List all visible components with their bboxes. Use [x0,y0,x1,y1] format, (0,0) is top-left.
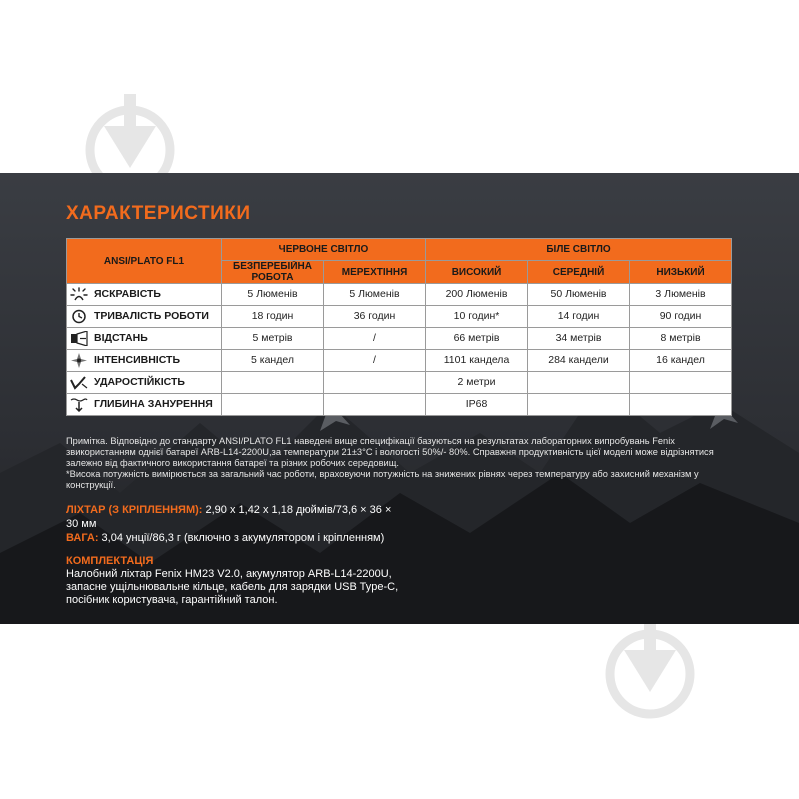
table-cell [528,372,630,394]
table-row [67,372,732,394]
table-row [67,284,732,306]
table-cell [630,372,732,394]
mode-header: МЕРЕХТІННЯ [324,261,426,284]
table-cell: / [324,328,426,350]
table-cell [324,394,426,416]
package-text: Налобний ліхтар Fenix HM23 V2.0, акумулятор ARB-L14-2200U, запасне ущільнювальне кільце, кабель для зарядки USB Type-C, посібник користувача, гарантійний талон. [66,568,399,606]
table-corner: ANSI/PLATO FL1 [67,239,222,284]
impact-icon [70,375,88,390]
footnote: Примітка. Відповідно до стандарту ANSI/PLATO FL1 наведені вище специфікації базуються на результатах лабораторних випробувань Fenix звикористанням однієї батареї ARB-L14-2200U,за температури 21±3°C і вологості 50%/- 80%. Справжня продуктивність цієї моделі може відрізнятися залежно від фактичного використання батареї та різних робочих середовищ. [66,436,714,468]
row-label: ЯСКРАВІСТЬ [67,284,222,306]
intensity-icon [70,353,88,368]
table-cell: 284 кандели [528,350,630,372]
dimensions-block [66,503,396,545]
row-label: УДАРОСТІЙКІСТЬ [67,372,222,394]
table-cell: 50 Люменів [528,284,630,306]
table-cell: 200 Люменів [426,284,528,306]
shield-arrow-watermark-icon [602,612,698,720]
table-cell: 8 метрів [630,328,732,350]
mode-header: НИЗЬКИЙ [630,261,732,284]
dimensions-line [66,503,396,531]
group-header-white: БІЛЕ СВІТЛО [426,239,732,261]
row-label: ТРИВАЛІСТЬ РОБОТИ [67,306,222,328]
table-cell: 36 годин [324,306,426,328]
specs-panel [0,173,799,624]
weight-line [66,531,396,545]
submersion-icon [70,397,88,412]
table-cell: 5 Люменів [324,284,426,306]
table-cell: 5 метрів [222,328,324,350]
table-cell: 18 годин [222,306,324,328]
table-cell: 14 годин [528,306,630,328]
table-row [67,328,732,350]
row-label: ГЛИБИНА ЗАНУРЕННЯ [67,394,222,416]
table-cell: 10 годин* [426,306,528,328]
mode-header: БЕЗПЕРЕБІЙНА РОБОТА [222,261,324,284]
table-cell [222,394,324,416]
package-title: КОМПЛЕКТАЦІЯ [66,555,154,567]
table-cell [630,394,732,416]
footnotes [66,436,736,491]
weight-label: ВАГА: [66,532,99,544]
table-cell: IP68 [426,394,528,416]
row-label: ВІДСТАНЬ [67,328,222,350]
footnote: *Висока потужність вимірюється за загальний час роботи, враховуючи потужність на знижених рівнях через температуру або захисний механізм у конструкції. [66,469,699,490]
dimensions-label: ЛІХТАР (З КРІПЛЕННЯМ): [66,504,203,516]
brightness-icon [70,287,88,302]
page-title: ХАРАКТЕРИСТИКИ [66,203,251,224]
table-cell: 2 метри [426,372,528,394]
package-contents [66,555,406,607]
table-cell: 3 Люменів [630,284,732,306]
table-cell: / [324,350,426,372]
table-row [67,306,732,328]
mode-header: СЕРЕДНІЙ [528,261,630,284]
table-row [67,350,732,372]
table-cell: 1101 кандела [426,350,528,372]
table-cell [324,372,426,394]
clock-icon [70,309,88,324]
table-cell: 5 кандел [222,350,324,372]
table-cell: 5 Люменів [222,284,324,306]
table-cell [222,372,324,394]
group-header-red: ЧЕРВОНЕ СВІТЛО [222,239,426,261]
table-cell [528,394,630,416]
row-label: ІНТЕНСИВНІСТЬ [67,350,222,372]
mode-header: ВИСОКИЙ [426,261,528,284]
table-cell: 34 метрів [528,328,630,350]
table-header-row [67,239,732,261]
table-cell: 16 кандел [630,350,732,372]
dimensions-value: 2,90 x 1,42 x 1,18 дюймів/73,6 × 36 × 30 мм [66,504,392,530]
table-cell: 90 годин [630,306,732,328]
weight-value: 3,04 унції/86,3 г (включно з акумулятором і кріпленням) [98,532,385,544]
specs-table [66,238,732,416]
table-row [67,394,732,416]
beam-distance-icon [70,331,88,346]
table-cell: 66 метрів [426,328,528,350]
